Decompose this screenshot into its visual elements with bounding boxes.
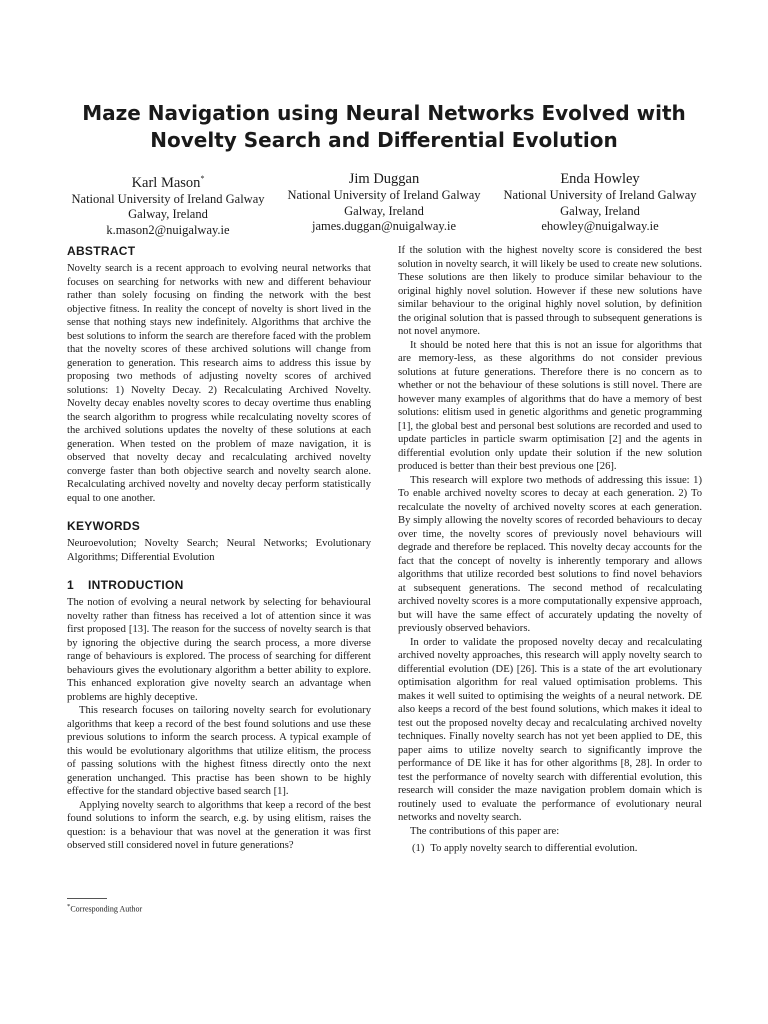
footnote — [67, 902, 367, 915]
author-2 — [276, 170, 492, 235]
keywords-text: Neuroevolution; Novelty Search; Neural Networks; Evolutionary Algorithms; Differential Evolution — [67, 538, 371, 563]
footnote-rule — [67, 898, 107, 899]
abstract-heading: ABSTRACT — [67, 244, 136, 258]
author-name: Karl Mason — [131, 174, 201, 191]
section-number: 1 — [67, 578, 74, 592]
paper-title-line-1: Maze Navigation using Neural Networks Evolved with — [82, 101, 686, 125]
contribution-label: (1) — [412, 843, 425, 854]
intro-paragraph: This research will explore two methods of addressing this issue: 1) To enable archived novelty scores to decay at each generation. 2) To recalculate the novelty of archived novelty scores at each generation. By simply allowing the novelty scores of recorded behaviours to decay over time, the novelty scores of previously novel behaviours will degrade and therefore be replaced. This novelty decay accounts for the fact that the concept of novelty is inherently temporary and allows algorithms that utilize recorded best solutions to find novel behaviors at subsequent generations. The second method of recalculating archived novelty scores is a more computationally expensive approach, but will have the same effect of accurately updating the novelty of previously observed behaviors. — [398, 474, 702, 634]
intro-paragraph: If the solution with the highest novelty score is considered the best solution in novelty search, it will likely be used to create new solutions. These solutions are then likely to produce similar behaviour to the original highly novel solution. However if these new solutions have similar behaviour to the original highly novel solution, by definition the original solution that is passed through to subsequent generations is not novel anymore. — [398, 245, 702, 337]
footnote-mark: * — [67, 903, 71, 910]
left-column — [67, 244, 371, 853]
paper-title-line-2: Novelty Search and Differential Evolution — [150, 128, 618, 152]
author-location: Galway, Ireland — [560, 203, 640, 218]
intro-paragraph: It should be noted here that this is not an issue for algorithms that are memory-less, as these algorithms do not consider previous solutions at future generations. Therefore there is no concern as to whether or not the behaviour of these solutions is still novel. There are however many examples of algorithms that do have a memory of best solutions: elitism used in genetic algorithms and genetic programming [1], the global best and personal best solutions are recorded and used to update particles in particle swarm optimisation [2] and the agents in differential evolution only update their solution if the new solution produced is better than their best previous one [26]. — [398, 339, 702, 472]
contributions-lead: The contributions of this paper are: — [410, 825, 560, 837]
author-email: ehowley@nuigalway.ie — [541, 219, 659, 233]
intro-paragraph: This research focuses on tailoring novelty search for evolutionary algorithms that keep a record of the best found solutions and use these previous solutions to inform the search process. A typical example of this would be evolutionary algorithms that utilize elitism, the process of passing solutions with the highest fitness directly onto the next generation unchanged. This practise has been shown to be highly effective for the standard objective based search [1]. — [67, 705, 371, 797]
contribution-item — [398, 842, 702, 856]
intro-paragraph: The notion of evolving a neural network by selecting for behavioural novelty rather than fitness has received a lot of attention since it was first proposed [13]. The reason for the success of novelty search is that by ignoring the objective during the search process, a more diverse range of behaviours is explored. The process of searching for different behaviours gives the evolutionary algorithm a better ability to explore. This enhanced exploration give novelty search an advantage when problems are highly deceptive. — [67, 597, 371, 703]
author-1 — [60, 170, 276, 238]
author-name: Jim Duggan — [348, 171, 420, 187]
author-affiliation: National University of Ireland Galway — [503, 188, 697, 202]
author-location: Galway, Ireland — [128, 207, 208, 222]
keywords-heading: KEYWORDS — [67, 519, 141, 533]
right-column — [398, 244, 702, 856]
author-location: Galway, Ireland — [344, 203, 424, 218]
author-affiliation: National University of Ireland Galway — [71, 191, 265, 206]
author-email: k.mason2@nuigalway.ie — [106, 222, 230, 237]
abstract-text: Novelty search is a recent approach to evolving neural networks that focuses on searching for networks with new and different behaviour rather than solely focusing on finding the network with the best objective fitness. In reality the concept of novelty is short lived in the sense that nothing stays new indefinitely. Algorithms that archive the best solutions to inform the search are therefore faced with the problem that the novelty scores of these archived solutions will change from generation to generation. This research aims to address this issue by proposing two methods of adjusting novelty scores of archived solutions: 1) Novelty Decay. 2) Recalculating Archived Novelty. Novelty decay enables novelty scores to decay overtime thus enabling the search algorithm to progress while recalculating novelty scores of the archived solutions updates the novelty of these solutions at each generation. When tested on the problem of maze navigation, it is observed that novelty decay and recalculating archived novelty converge faster than both objective search and novelty search alone. Recalculating archived novelty and novelty decay perform statistically equal to one another. — [67, 263, 371, 504]
contribution-text: To apply novelty search to differential evolution. — [430, 843, 638, 854]
section-title: INTRODUCTION — [87, 578, 184, 592]
footnote-text: Corresponding Author — [70, 904, 143, 914]
author-name: Enda Howley — [560, 171, 640, 187]
intro-paragraph: Applying novelty search to algorithms that keep a record of the best found solutions to inform the search, e.g. by using elitism, raises the question: is a behaviour that was novel at the generation it was first observed still considered novel in future generations? — [67, 799, 371, 851]
author-affiliation: National University of Ireland Galway — [287, 188, 481, 202]
author-email: james.duggan@nuigalway.ie — [312, 219, 456, 233]
author-3 — [492, 170, 708, 235]
paper-title — [40, 100, 728, 154]
intro-paragraph: In order to validate the proposed novelty decay and recalculating archived novelty approaches, this research will apply novelty search to differential evolution (DE) [26]. This is a state of the art evolutionary optimisation algorithm for real valued optimisation problems. This makes it well suited to optimising the weights of a neural network. DE also keeps a record of the best found solutions, which makes it ideal to test out the proposed novelty decay and recalculating archived novelty techniques. Finally novelty search has not yet been applied to DE, this paper aims to utilize novelty search to significantly improve the performance of DE like it has for other algorithms [8, 28]. In order to test the performance of novelty search with differential evolution, this research will consider the maze navigation problem domain which is routinely used to evaluate the performance of evolutionary neural networks and novelty search. — [398, 636, 702, 823]
introduction-heading — [67, 578, 371, 592]
corresponding-author-mark: * — [200, 174, 205, 183]
